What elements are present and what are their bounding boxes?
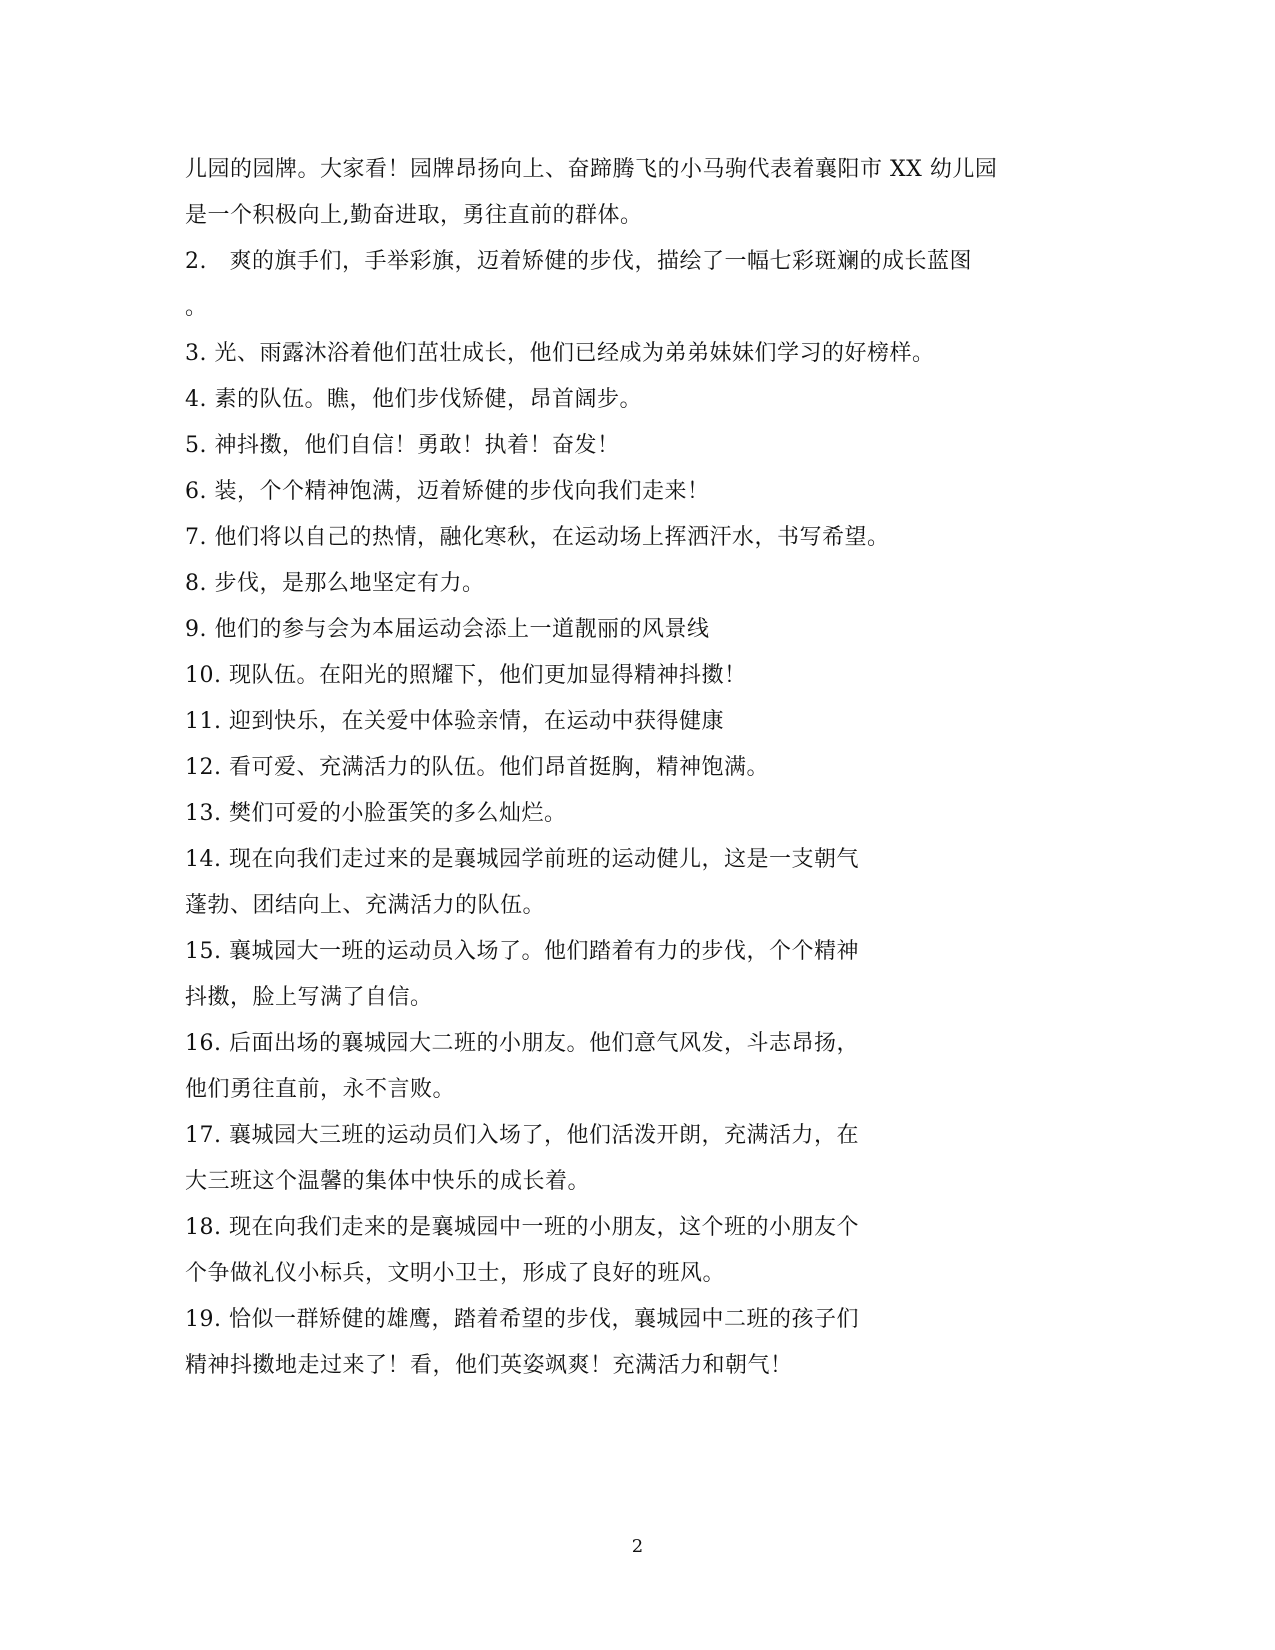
text-line: 19. 恰似一群矫健的雄鹰，踏着希望的步伐，襄城园中二班的孩子们: [185, 1307, 859, 1332]
text-line: 儿园的园牌。大家看！园牌昂扬向上、奋蹄腾飞的小马驹代表着襄阳市 XX 幼儿园: [185, 157, 998, 182]
text-line: 是一个积极向上,勤奋进取，勇往直前的群体。: [185, 203, 643, 228]
text-line: 大三班这个温馨的集体中快乐的成长着。: [185, 1169, 591, 1194]
text-line: 6. 装，个个精神饱满，迈着矫健的步伐向我们走来！: [185, 479, 710, 504]
text-line: 15. 襄城园大一班的运动员入场了。他们踏着有力的步伐，个个精神: [185, 939, 859, 964]
text-line: 2. 爽的旗手们，手举彩旗，迈着矫健的步伐，描绘了一幅七彩斑斓的成长蓝图: [185, 249, 972, 274]
text-line: 18. 现在向我们走来的是襄城园中一班的小朋友，这个班的小朋友个: [185, 1215, 859, 1240]
text-line: 11. 迎到快乐，在关爱中体验亲情，在运动中获得健康: [185, 709, 724, 734]
text-line: 10. 现队伍。在阳光的照耀下，他们更加显得精神抖擞！: [185, 663, 747, 688]
text-line: 13. 樊们可爱的小脸蛋笑的多么灿烂。: [185, 801, 567, 826]
text-line: 。: [185, 295, 208, 320]
text-line: 5. 神抖擞，他们自信！勇敢！执着！奋发！: [185, 433, 620, 458]
text-line: 蓬勃、团结向上、充满活力的队伍。: [185, 893, 546, 918]
text-line: 抖擞，脸上写满了自信。: [185, 985, 433, 1010]
text-line: 8. 步伐，是那么地坚定有力。: [185, 571, 485, 596]
text-line: 9. 他们的参与会为本届运动会添上一道靓丽的风景线: [185, 617, 710, 642]
text-line: 4. 素的队伍。瞧，他们步伐矫健，昂首阔步。: [185, 387, 642, 412]
text-line: 3. 光、雨露沐浴着他们茁壮成长，他们已经成为弟弟妹妹们学习的好榜样。: [185, 341, 935, 366]
text-line: 个争做礼仪小标兵，文明小卫士，形成了良好的班风。: [185, 1261, 726, 1286]
text-line: 14. 现在向我们走过来的是襄城园学前班的运动健儿，这是一支朝气: [185, 847, 859, 872]
text-line: 他们勇往直前，永不言败。: [185, 1077, 456, 1102]
page-number: 2: [631, 1536, 644, 1557]
text-line: 17. 襄城园大三班的运动员们入场了，他们活泼开朗，充满活力，在: [185, 1123, 859, 1148]
text-line: 精神抖擞地走过来了！看，他们英姿飒爽！充满活力和朝气！: [185, 1353, 793, 1378]
text-line: 7. 他们将以自己的热情，融化寒秋，在运动场上挥洒汗水，书写希望。: [185, 525, 890, 550]
text-line: 16. 后面出场的襄城园大二班的小朋友。他们意气风发，斗志昂扬，: [185, 1031, 859, 1056]
text-line: 12. 看可爱、充满活力的队伍。他们昂首挺胸，精神饱满。: [185, 755, 769, 780]
